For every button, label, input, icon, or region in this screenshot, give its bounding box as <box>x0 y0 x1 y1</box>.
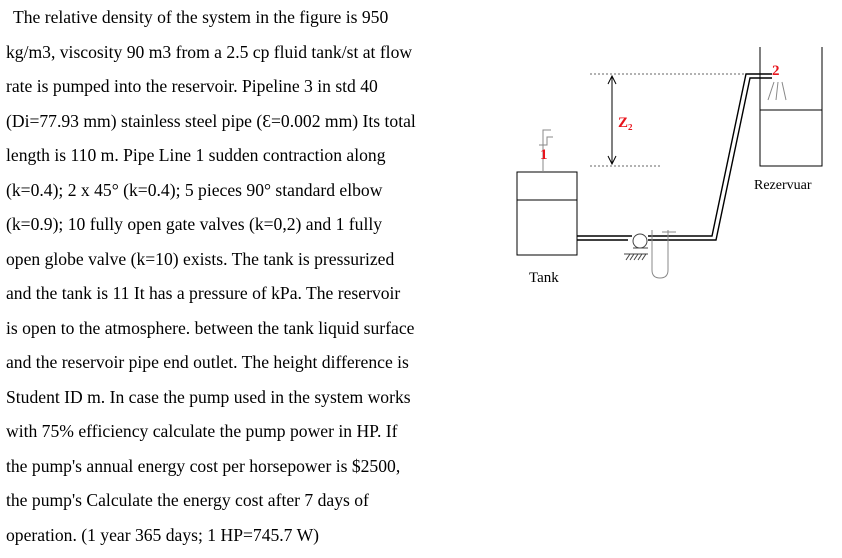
reservoir <box>760 47 822 166</box>
problem-line: with 75% efficiency calculate the pump power in HP. If <box>6 421 398 441</box>
pump-drain-icon <box>652 230 676 278</box>
reservoir-label: Rezervuar <box>754 178 812 193</box>
pump-icon <box>624 234 648 260</box>
problem-line: open globe valve (k=10) exists. The tank is pressurized <box>6 248 395 269</box>
problem-line: the pump's Calculate the energy cost after 7 days of <box>6 490 369 510</box>
problem-line: (k=0.4); 2 x 45° (k=0.4); 5 pieces 90° standard elbow <box>6 179 383 200</box>
problem-line: rate is pumped into the reservoir. Pipeline 3 in std 40 <box>6 76 378 96</box>
problem-line: operation. (1 year 365 days; 1 HP=745.7 W) <box>6 524 320 545</box>
problem-line: is open to the atmosphere. between the tank liquid surface <box>6 317 415 338</box>
problem-line: (Di=77.93 mm) stainless steel pipe (Ɛ=0.002 mm) Its total <box>6 110 416 131</box>
problem-line: and the reservoir pipe end outlet. The height difference is <box>6 352 409 372</box>
system-figure <box>505 40 842 300</box>
outlet-stream-icon <box>768 82 786 100</box>
tank-label: Tank <box>529 270 559 286</box>
pipeline <box>577 74 772 240</box>
tank <box>517 172 577 255</box>
problem-line: Student ID m. In case the pump used in the system works <box>6 386 411 407</box>
problem-line: and the tank is 11 It has a pressure of kPa. The reservoir <box>6 283 401 303</box>
problem-line: (k=0.9); 10 fully open gate valves (k=0,2) and 1 fully <box>6 214 383 234</box>
problem-line: The relative density of the system in the figure is 950 <box>13 7 389 27</box>
problem-line: length is 110 m. Pipe Line 1 sudden contraction along <box>6 145 386 165</box>
point-2-label: 2 <box>772 63 780 79</box>
height-dimension <box>590 74 746 166</box>
problem-line: kg/m3, viscosity 90 m3 from a 2.5 cp fluid tank/st at flow <box>6 41 413 62</box>
point-1-label: 1 <box>540 147 548 163</box>
problem-text <box>6 0 496 552</box>
problem-line: the pump's annual energy cost per horsepower is $2500, <box>6 455 401 476</box>
height-z2-label: Z₂ <box>618 115 633 131</box>
